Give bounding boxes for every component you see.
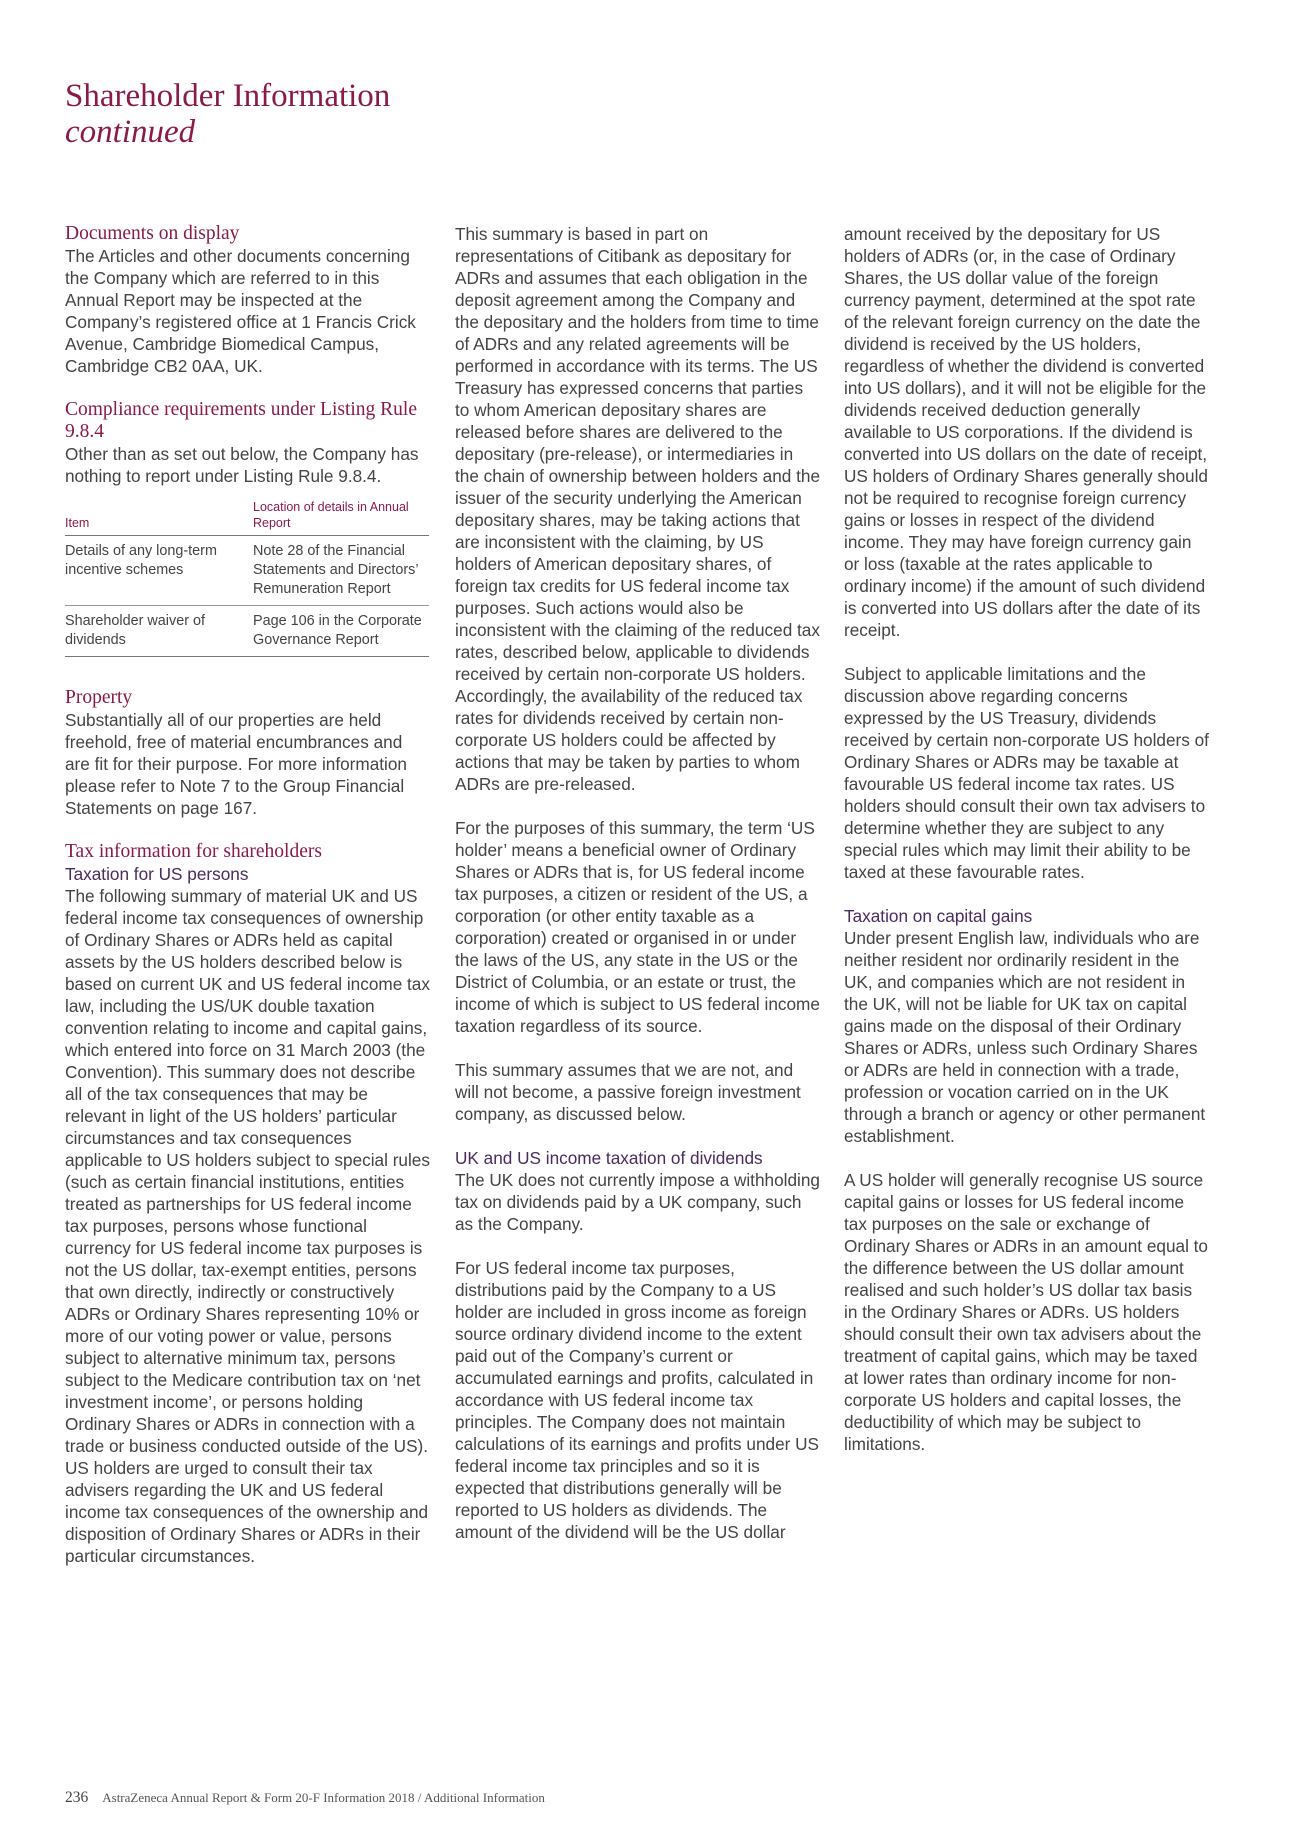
table-cell: Page 106 in the Corporate Governance Report bbox=[253, 606, 429, 657]
table-row bbox=[65, 536, 429, 606]
table-header-location: Location of details in Annual Report bbox=[253, 499, 429, 536]
paragraph: This summary assumes that we are not, and will not become, a passive foreign investment company, as discussed below. bbox=[455, 1060, 801, 1124]
page-footer bbox=[65, 1790, 545, 1806]
taxation-us-persons-heading: Taxation for US persons bbox=[65, 864, 249, 884]
page-title: Shareholder Information bbox=[65, 78, 391, 114]
page-number: 236 bbox=[65, 1789, 89, 1806]
footer-text: AstraZeneca Annual Report & Form 20-F Information 2018 / Additional Information bbox=[102, 1790, 545, 1805]
table-cell: Note 28 of the Financial Statements and Directors’ Remuneration Report bbox=[253, 536, 429, 606]
listing-rule-table bbox=[65, 499, 429, 657]
column-right bbox=[844, 223, 1209, 1455]
paragraph: A US holder will generally recognise US source capital gains or losses for US federal income tax purposes on the sale or exchange of Ordinary Shares or ADRs in an amount equal to the difference between the US dollar amount realised and such holder’s US dollar tax basis in the Ordinary Shares or ADRs. US holders should consult their own tax advisers about the treatment of capital gains, which may be taxed at lower rates than ordinary income for non-corporate US holders and capital losses, the deductibility of which may be subject to limitations. bbox=[844, 1170, 1208, 1454]
taxation-us-persons-text: The following summary of material UK and US federal income tax consequences of ownership of Ordinary Shares or ADRs held as capital assets by the US holders described below is based on current UK and US federal income tax law, including the US/UK double taxation convention relating to income and capital gains, which entered into force on 31 March 2003 (the Convention). This summary does not describe all of the tax consequences that may be relevant in light of the US holders’ particular circumstances and tax consequences applicable to US holders subject to special rules (such as certain financial institutions, entities treated as partnerships for US federal income tax purposes, persons whose functional currency for US federal income tax purposes is not the US dollar, tax-exempt entities, persons that own directly, indirectly or constructively ADRs or Ordinary Shares representing 10% or more of our voting power or value, persons subject to alternative minimum tax, persons subject to the Medicare contribution tax on ‘net investment income’, or persons holding Ordinary Shares or ADRs in connection with a trade or business conducted outside of the US). US holders are urged to consult their tax advisers regarding the UK and US federal income tax consequences of the ownership and disposition of Ordinary Shares or ADRs in their particular circumstances. bbox=[65, 886, 430, 1566]
column-left bbox=[65, 223, 430, 1567]
compliance-heading: Compliance requirements under Listing Rule 9.8.4 bbox=[65, 399, 417, 442]
table-header-row bbox=[65, 499, 429, 536]
dividends-taxation-heading: UK and US income taxation of dividends bbox=[455, 1148, 763, 1168]
property-text: Substantially all of our properties are held freehold, free of material encumbrances and are fit for their purpose. For more information please refer to Note 7 to the Group Financial Statements on page 167. bbox=[65, 710, 407, 818]
paragraph: amount received by the depositary for US holders of ADRs (or, in the case of Ordinary Shares, the US dollar value of the foreign currency payment, determined at the spot rate of the relevant foreign currency on the date the dividend is received by the US holders, regardless of whether the dividend is converted into US dollars), and it will not be eligible for the dividends received deduction generally available to US corporations. If the dividend is converted into US dollars on the date of receipt, US holders of Ordinary Shares generally should not be required to recognise foreign currency gains or losses in respect of the dividend income. They may have foreign currency gain or loss (taxable at the rates applicable to ordinary income) if the amount of such dividend is converted into US dollars after the date of its receipt. bbox=[844, 224, 1208, 640]
paragraph: Under present English law, individuals who are neither resident nor ordinarily resident in the UK, and companies which are not resident in the UK, will not be liable for UK tax on capital gains made on the disposal of their Ordinary Shares or ADRs, unless such Ordinary Shares or ADRs are held in connection with a trade, profession or vocation carried on in the UK through a branch or agency or other permanent establishment. bbox=[844, 928, 1206, 1146]
documents-on-display-text: The Articles and other documents concerning the Company which are referred to in this Annual Report may be inspected at the Company’s registered office at 1 Francis Crick Avenue, Cambridge Biomedical Campus, Cambridge CB2 0AA, UK. bbox=[65, 246, 416, 376]
paragraph: For the purposes of this summary, the term ‘US holder’ means a beneficial owner of Ordinary Shares or ADRs that is, for US federal income tax purposes, a citizen or resident of the US, a corporation (or other entity taxable as a corporation) created or organised in or under the laws of the US, any state in the US or the District of Columbia, or an estate or trust, the income of which is subject to US federal income taxation regardless of its source. bbox=[455, 818, 820, 1036]
paragraph: This summary is based in part on representations of Citibank as depositary for ADRs and assumes that each obligation in the deposit agreement among the Company and the depositary and the holders from time to time of ADRs and any related agreements will be performed in accordance with its terms. The US Treasury has expressed concerns that parties to whom American depositary shares are released before shares are delivered to the depositary (pre-release), or intermediaries in the chain of ownership between holders and the issuer of the security underlying the American depositary shares, may be taking actions that are inconsistent with the claiming, by US holders of American depositary shares, of foreign tax credits for US federal income tax purposes. Such actions would also be inconsistent with the claiming of the reduced tax rates, described below, applicable to dividends received by certain non-corporate US holders. Accordingly, the availability of the reduced tax rates for dividends received by certain non-corporate US holders could be affected by actions that may be taken by parties to whom ADRs are pre-released. bbox=[455, 224, 821, 794]
tax-information-heading: Tax information for shareholders bbox=[65, 841, 322, 862]
table-cell: Shareholder waiver of dividends bbox=[65, 606, 253, 657]
column-middle bbox=[455, 223, 820, 1543]
paragraph: The UK does not currently impose a withholding tax on dividends paid by a UK company, such as the Company. bbox=[455, 1170, 820, 1234]
page-subtitle: continued bbox=[65, 114, 196, 150]
paragraph: For US federal income tax purposes, distributions paid by the Company to a US holder are included in gross income as foreign source ordinary dividend income to the extent paid out of the Company’s current or accumulated earnings and profits, calculated in accordance with US federal income tax principles. The Company does not maintain calculations of its earnings and profits under US federal income tax principles and so it is expected that distributions generally will be reported to US holders as dividends. The amount of the dividend will be the US dollar bbox=[455, 1258, 820, 1542]
table-header-item: Item bbox=[65, 499, 253, 536]
paragraph: Subject to applicable limitations and the discussion above regarding concerns expressed by the US Treasury, dividends received by certain non-corporate US holders of Ordinary Shares or ADRs may be taxable at favourable US federal income tax rates. US holders should consult their own tax advisers to determine whether they are subject to any special rules which may limit their ability to be taxed at these favourable rates. bbox=[844, 664, 1209, 882]
capital-gains-heading: Taxation on capital gains bbox=[844, 906, 1033, 926]
table-cell: Details of any long-term incentive schemes bbox=[65, 536, 253, 606]
table-row bbox=[65, 606, 429, 657]
documents-on-display-heading: Documents on display bbox=[65, 223, 240, 244]
property-heading: Property bbox=[65, 687, 133, 708]
compliance-text: Other than as set out below, the Company has nothing to report under Listing Rule 9.8.4. bbox=[65, 444, 419, 486]
